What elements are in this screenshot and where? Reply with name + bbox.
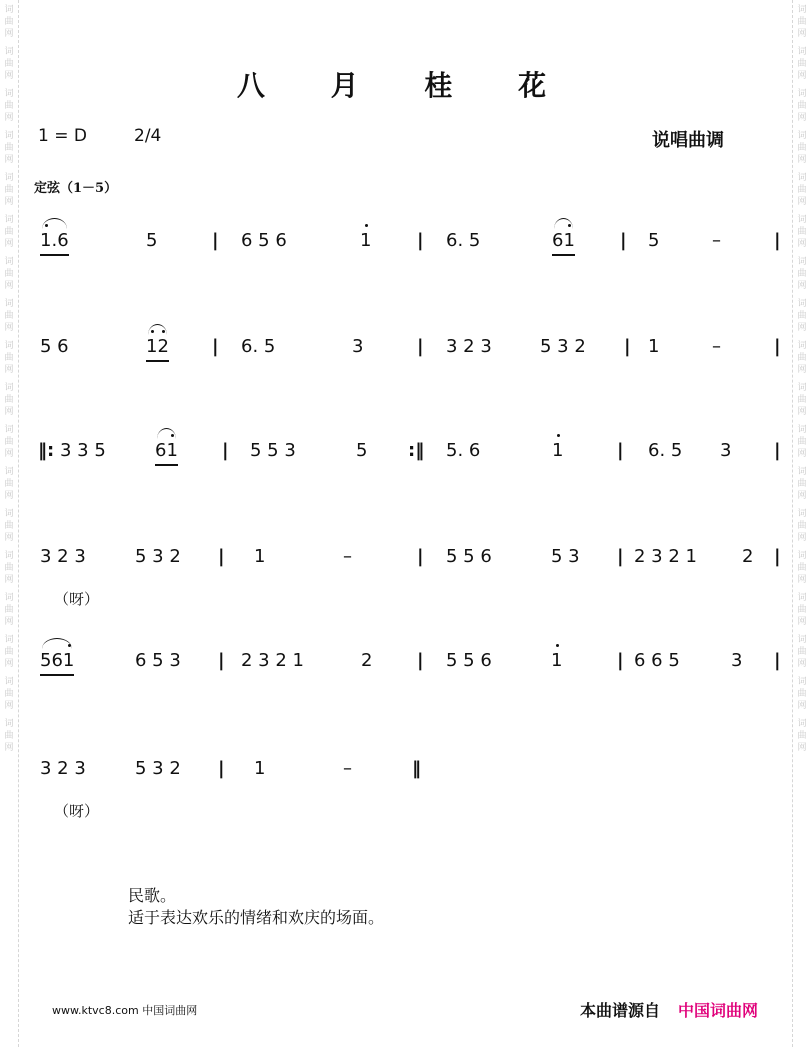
note-group: 6 5 6 [241, 230, 287, 251]
score-row [0, 650, 811, 750]
watermark-char: 曲 [797, 311, 807, 321]
watermark-char: 词 [4, 635, 14, 645]
watermark-char: 词 [4, 257, 14, 267]
watermark-char: 网 [4, 449, 14, 459]
slur-arc [554, 218, 573, 229]
barline: | [620, 230, 627, 251]
score-row [0, 758, 811, 858]
note-group: 6. 5 [648, 440, 683, 461]
note-group: 5 3 2 [540, 336, 586, 357]
beam-line [552, 254, 575, 256]
note-group: 3 [720, 440, 732, 461]
watermark-char: 词 [4, 173, 14, 183]
watermark-char: 网 [4, 71, 14, 81]
watermark-char: 词 [797, 467, 807, 477]
watermark-char: 网 [4, 365, 14, 375]
watermark-char: 曲 [4, 647, 14, 657]
song-notes [128, 885, 384, 929]
note-group: 2 3 2 1 [634, 546, 697, 567]
barline: | [417, 650, 424, 671]
watermark-char: 网 [4, 281, 14, 291]
note-line: 民歌。 [128, 886, 177, 905]
note-group: 6. 5 [241, 336, 276, 357]
watermark-char: 词 [797, 173, 807, 183]
watermark-char: 曲 [797, 731, 807, 741]
watermark-unit [793, 4, 811, 40]
note-group: 5. 6 [446, 440, 481, 461]
watermark-char: 网 [4, 197, 14, 207]
watermark-char: 曲 [797, 395, 807, 405]
watermark-char: 词 [797, 47, 807, 57]
watermark-char: 曲 [4, 353, 14, 363]
note-group: 1 .6 [40, 230, 69, 252]
barline: | [774, 230, 781, 251]
watermark-char: 词 [797, 215, 807, 225]
watermark-char: 曲 [797, 479, 807, 489]
watermark-char: 词 [797, 299, 807, 309]
watermark-char: 曲 [797, 269, 807, 279]
barline: ‖: [38, 440, 55, 461]
barline: | [624, 336, 631, 357]
octave-dot [557, 434, 560, 437]
note-group: 5 5 6 [446, 546, 492, 567]
barline: | [218, 758, 225, 779]
note-group: 1 2 [146, 336, 169, 358]
note-group: 1 [254, 546, 266, 567]
note-group: 561 [40, 650, 74, 672]
watermark-char: 网 [797, 239, 807, 249]
watermark-char: 曲 [797, 437, 807, 447]
watermark-char: 网 [797, 365, 807, 375]
watermark-char: 网 [797, 113, 807, 123]
watermark-char: 曲 [4, 143, 14, 153]
score-row [0, 546, 811, 646]
time-signature: 2/4 [134, 126, 162, 146]
note-group: 3 [352, 336, 364, 357]
footer-source-label: 本曲谱源自 [580, 1001, 661, 1020]
footer-source [580, 998, 758, 1021]
barline: | [417, 230, 424, 251]
lyric: （呀） [54, 802, 100, 820]
note-group: 3 3 5 [60, 440, 106, 461]
watermark-char: 词 [4, 5, 14, 15]
watermark-char: 词 [797, 383, 807, 393]
slur-arc [42, 218, 67, 229]
watermark-char: 词 [797, 719, 807, 729]
note-group: 2 [742, 546, 754, 567]
watermark-char: 词 [797, 593, 807, 603]
watermark-char: 词 [4, 341, 14, 351]
barline: | [774, 440, 781, 461]
watermark-char: 网 [797, 491, 807, 501]
note-group: 5 5 3 [250, 440, 296, 461]
watermark-char: 曲 [797, 353, 807, 363]
watermark-char: 网 [797, 71, 807, 81]
watermark-char: 曲 [797, 521, 807, 531]
watermark-char: 曲 [797, 647, 807, 657]
watermark-char: 网 [797, 617, 807, 627]
beam-line [146, 360, 169, 362]
watermark-unit [793, 172, 811, 208]
watermark-char: 网 [4, 239, 14, 249]
watermark-char: 网 [4, 743, 14, 753]
watermark-char: 曲 [4, 101, 14, 111]
score-row [0, 230, 811, 330]
watermark-char: 网 [797, 155, 807, 165]
watermark-char: 网 [4, 533, 14, 543]
watermark-char: 词 [797, 5, 807, 15]
watermark-char: 曲 [4, 395, 14, 405]
watermark-char: 曲 [797, 59, 807, 69]
note-group: 2 [361, 650, 373, 671]
watermark-char: 词 [4, 383, 14, 393]
barline: | [212, 230, 219, 251]
watermark-char: 曲 [4, 521, 14, 531]
watermark-char: 网 [797, 659, 807, 669]
watermark-unit [793, 130, 811, 166]
score-row [0, 440, 811, 540]
watermark-char: 曲 [797, 101, 807, 111]
note-group: 5 3 2 [135, 758, 181, 779]
note-group: 1 [360, 230, 371, 252]
watermark-char: 网 [4, 659, 14, 669]
barline: | [222, 440, 229, 461]
watermark-char: 网 [797, 743, 807, 753]
note-group: – [712, 230, 721, 251]
watermark-char: 曲 [4, 185, 14, 195]
note-group: 5 6 [40, 336, 69, 357]
watermark-char: 曲 [797, 143, 807, 153]
watermark-char: 曲 [4, 269, 14, 279]
octave-dot [556, 644, 559, 647]
watermark-char: 曲 [4, 437, 14, 447]
watermark-char: 曲 [4, 227, 14, 237]
note-group: 5 3 [551, 546, 580, 567]
footer-site[interactable]: www.ktvc8.com 中国词曲网 [52, 1004, 198, 1017]
barline: | [617, 440, 624, 461]
note-group: 2 3 2 1 [241, 650, 304, 671]
genre-label: 说唱曲调 [652, 130, 724, 151]
barline: | [417, 336, 424, 357]
barline: :‖ [408, 440, 425, 461]
note-group: 61 [155, 440, 178, 462]
watermark-char: 曲 [797, 563, 807, 573]
beam-line [155, 464, 178, 466]
watermark-char: 曲 [4, 17, 14, 27]
watermark-char: 词 [4, 89, 14, 99]
watermark-char: 曲 [4, 59, 14, 69]
note-group: – [343, 546, 352, 567]
watermark-char: 网 [797, 449, 807, 459]
watermark-char: 曲 [4, 479, 14, 489]
watermark-char: 词 [4, 131, 14, 141]
watermark-char: 网 [4, 29, 14, 39]
watermark-char: 词 [4, 593, 14, 603]
note-group: – [712, 336, 721, 357]
watermark-char: 曲 [4, 563, 14, 573]
watermark-char: 曲 [4, 689, 14, 699]
watermark-char: 网 [4, 617, 14, 627]
note-group: 1 [552, 440, 563, 462]
watermark-char: 词 [797, 341, 807, 351]
watermark-char: 词 [4, 677, 14, 687]
note-group: 5 [146, 230, 158, 251]
barline: | [774, 650, 781, 671]
watermark-char: 词 [4, 47, 14, 57]
watermark-char: 网 [797, 281, 807, 291]
barline: | [617, 650, 624, 671]
watermark-char: 网 [797, 407, 807, 417]
watermark-char: 词 [797, 551, 807, 561]
note-group: 3 2 3 [446, 336, 492, 357]
watermark-char: 曲 [797, 17, 807, 27]
note-group: 6 5 3 [135, 650, 181, 671]
watermark-char: 词 [4, 551, 14, 561]
note-group: 3 [731, 650, 743, 671]
watermark-char: 曲 [4, 311, 14, 321]
score-row [0, 336, 811, 436]
watermark-char: 词 [4, 509, 14, 519]
watermark-char: 网 [797, 533, 807, 543]
beam-line [40, 254, 69, 256]
watermark-char: 词 [797, 425, 807, 435]
barline: | [617, 546, 624, 567]
watermark-unit [0, 130, 18, 166]
watermark-char: 网 [4, 701, 14, 711]
note-group: 1 [648, 336, 660, 357]
watermark-char: 曲 [797, 689, 807, 699]
note-group: 3 2 3 [40, 758, 86, 779]
watermark-char: 网 [4, 113, 14, 123]
tuning-label: 定弦（1－5） [34, 181, 118, 196]
watermark-char: 词 [797, 131, 807, 141]
note-group: 5 5 6 [446, 650, 492, 671]
watermark-char: 网 [4, 323, 14, 333]
beam-line [40, 674, 74, 676]
barline: | [417, 546, 424, 567]
watermark-char: 曲 [4, 605, 14, 615]
barline: | [218, 546, 225, 567]
note-group: 5 [356, 440, 368, 461]
note-group: 61 [552, 230, 575, 252]
barline: | [774, 336, 781, 357]
watermark-char: 词 [797, 635, 807, 645]
note-group: 5 [648, 230, 660, 251]
watermark-char: 网 [797, 701, 807, 711]
watermark-char: 网 [797, 197, 807, 207]
note-line: 适于表达欢乐的情绪和欢庆的场面。 [128, 908, 385, 927]
note-group: – [343, 758, 352, 779]
note-group: 5 3 2 [135, 546, 181, 567]
watermark-char: 词 [797, 89, 807, 99]
watermark-char: 网 [797, 575, 807, 585]
watermark-char: 曲 [797, 227, 807, 237]
watermark-char: 词 [4, 719, 14, 729]
watermark-char: 词 [797, 509, 807, 519]
note-group: 6 6 5 [634, 650, 680, 671]
watermark-char: 词 [4, 467, 14, 477]
watermark-char: 曲 [797, 185, 807, 195]
watermark-char: 网 [797, 323, 807, 333]
watermark-char: 词 [4, 215, 14, 225]
watermark-char: 网 [4, 575, 14, 585]
watermark-char: 网 [797, 29, 807, 39]
watermark-char: 词 [4, 425, 14, 435]
watermark-char: 曲 [4, 731, 14, 741]
barline: ‖ [412, 758, 421, 779]
song-title: 八 月 桂 花 [236, 69, 575, 102]
watermark-char: 词 [4, 299, 14, 309]
key-signature: 1 = D [38, 126, 87, 146]
note-group: 1 [254, 758, 266, 779]
note-group: 3 2 3 [40, 546, 86, 567]
watermark-unit [0, 4, 18, 40]
watermark-char: 网 [4, 407, 14, 417]
watermark-char: 网 [4, 491, 14, 501]
watermark-char: 词 [797, 257, 807, 267]
footer-brand[interactable]: 中国词曲网 [678, 1001, 759, 1020]
watermark-char: 词 [797, 677, 807, 687]
note-group: 6. 5 [446, 230, 481, 251]
note-group: 1 [551, 650, 562, 672]
barline: | [218, 650, 225, 671]
watermark-unit [0, 172, 18, 208]
barline: | [212, 336, 219, 357]
lyric: （呀） [54, 590, 100, 608]
barline: | [774, 546, 781, 567]
watermark-char: 曲 [797, 605, 807, 615]
octave-dot [365, 224, 368, 227]
watermark-char: 网 [4, 155, 14, 165]
